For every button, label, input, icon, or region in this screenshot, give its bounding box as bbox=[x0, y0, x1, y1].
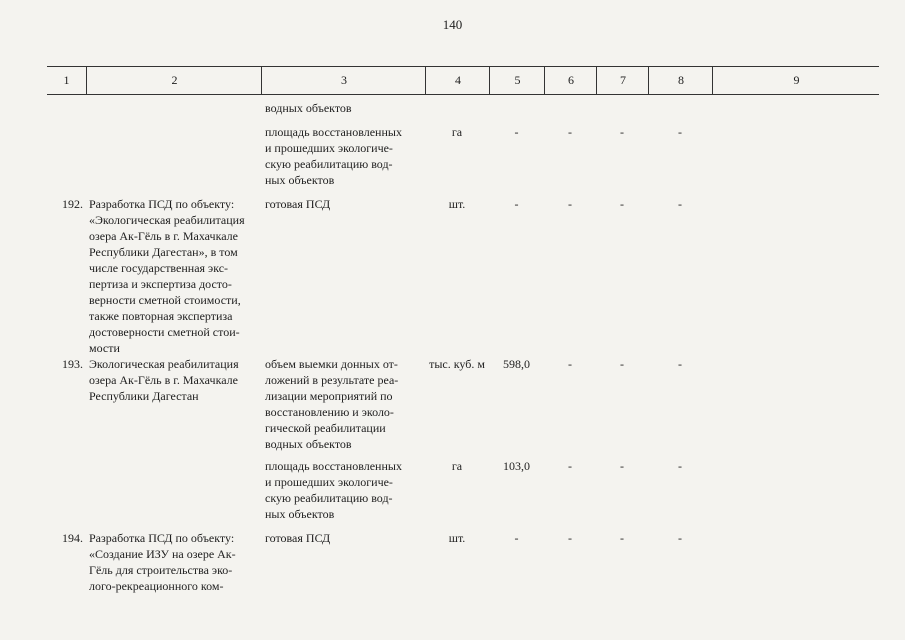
header-col-5: 5 bbox=[489, 67, 545, 94]
header-col-9: 9 bbox=[712, 67, 880, 94]
cont-col8: - bbox=[678, 125, 682, 139]
row-192-col7: - bbox=[620, 197, 624, 211]
row-193-col6-a: - bbox=[568, 357, 572, 371]
row-193-unit-2: га bbox=[451, 459, 463, 473]
header-col-8: 8 bbox=[648, 67, 713, 94]
row-192-col8: - bbox=[678, 197, 682, 211]
row-192-indicator: готовая ПСД bbox=[265, 197, 331, 211]
cont-unit: га bbox=[451, 125, 463, 139]
cont-indicator-2: площадь восстановленных и прошедших экологиче- скую реабилитацию вод- ных объектов bbox=[265, 125, 402, 187]
row-193-number: 193. bbox=[62, 357, 83, 371]
header-col-6: 6 bbox=[544, 67, 597, 94]
cont-col7: - bbox=[620, 125, 624, 139]
row-194-col7: - bbox=[620, 531, 624, 545]
row-193-col6-b: - bbox=[568, 459, 572, 473]
page-number: 140 bbox=[442, 17, 463, 32]
header-col-2: 2 bbox=[86, 67, 262, 94]
row-193-indicator-1: объем выемки донных от- ложений в результате реа- лизации мероприятий по восстановлению и эколо- гической реабилитации водных объектов bbox=[265, 357, 399, 451]
row-194-name: Разработка ПСД по объекту: «Создание ИЗУ на озере Ак- Гёль для строительства эко- лого-рекреационного ком- bbox=[89, 531, 236, 593]
cont-col5: - bbox=[514, 125, 519, 139]
row-193-indicator-2: площадь восстановленных и прошедших экологиче- скую реабилитацию вод- ных объектов bbox=[265, 459, 402, 521]
row-192-col5: - bbox=[514, 197, 519, 211]
row-192-name: Разработка ПСД по объекту: «Экологическая реабилитация озера Ак-Гёль в г. Махачкале Республики Дагестан», в том числе государственная экс- пертиза и экспертиза досто- верности сметной стоимости, также повторная экспертиза достоверности сметной стои- мости bbox=[89, 197, 245, 355]
row-194-col6: - bbox=[568, 531, 572, 545]
row-193-col7-b: - bbox=[620, 459, 624, 473]
row-193-col5-b: 103,0 bbox=[503, 459, 530, 473]
row-194-unit: шт. bbox=[448, 531, 466, 545]
row-193-col5-a: 598,0 bbox=[503, 357, 530, 371]
row-193-col8-a: - bbox=[678, 357, 682, 371]
row-193-unit-1: тыс. куб. м bbox=[429, 357, 485, 371]
header-col-4: 4 bbox=[425, 67, 490, 94]
header-col-1: 1 bbox=[63, 73, 70, 87]
table-header bbox=[47, 66, 879, 95]
row-193-col7-a: - bbox=[620, 357, 624, 371]
cont-indicator-tail: водных объектов bbox=[265, 101, 352, 115]
row-193-name: Экологическая реабилитация озера Ак-Гёль в г. Махачкале Республики Дагестан bbox=[89, 357, 239, 403]
row-194-number: 194. bbox=[62, 531, 83, 545]
header-col-7: 7 bbox=[596, 67, 649, 94]
row-194-col8: - bbox=[678, 531, 682, 545]
row-194-col5: - bbox=[514, 531, 519, 545]
row-192-col6: - bbox=[568, 197, 572, 211]
cont-col6: - bbox=[568, 125, 572, 139]
row-194-indicator: готовая ПСД bbox=[265, 531, 331, 545]
row-192-unit: шт. bbox=[448, 197, 466, 211]
row-192-number: 192. bbox=[62, 197, 83, 211]
header-col-3: 3 bbox=[261, 67, 426, 94]
row-193-col8-b: - bbox=[678, 459, 682, 473]
